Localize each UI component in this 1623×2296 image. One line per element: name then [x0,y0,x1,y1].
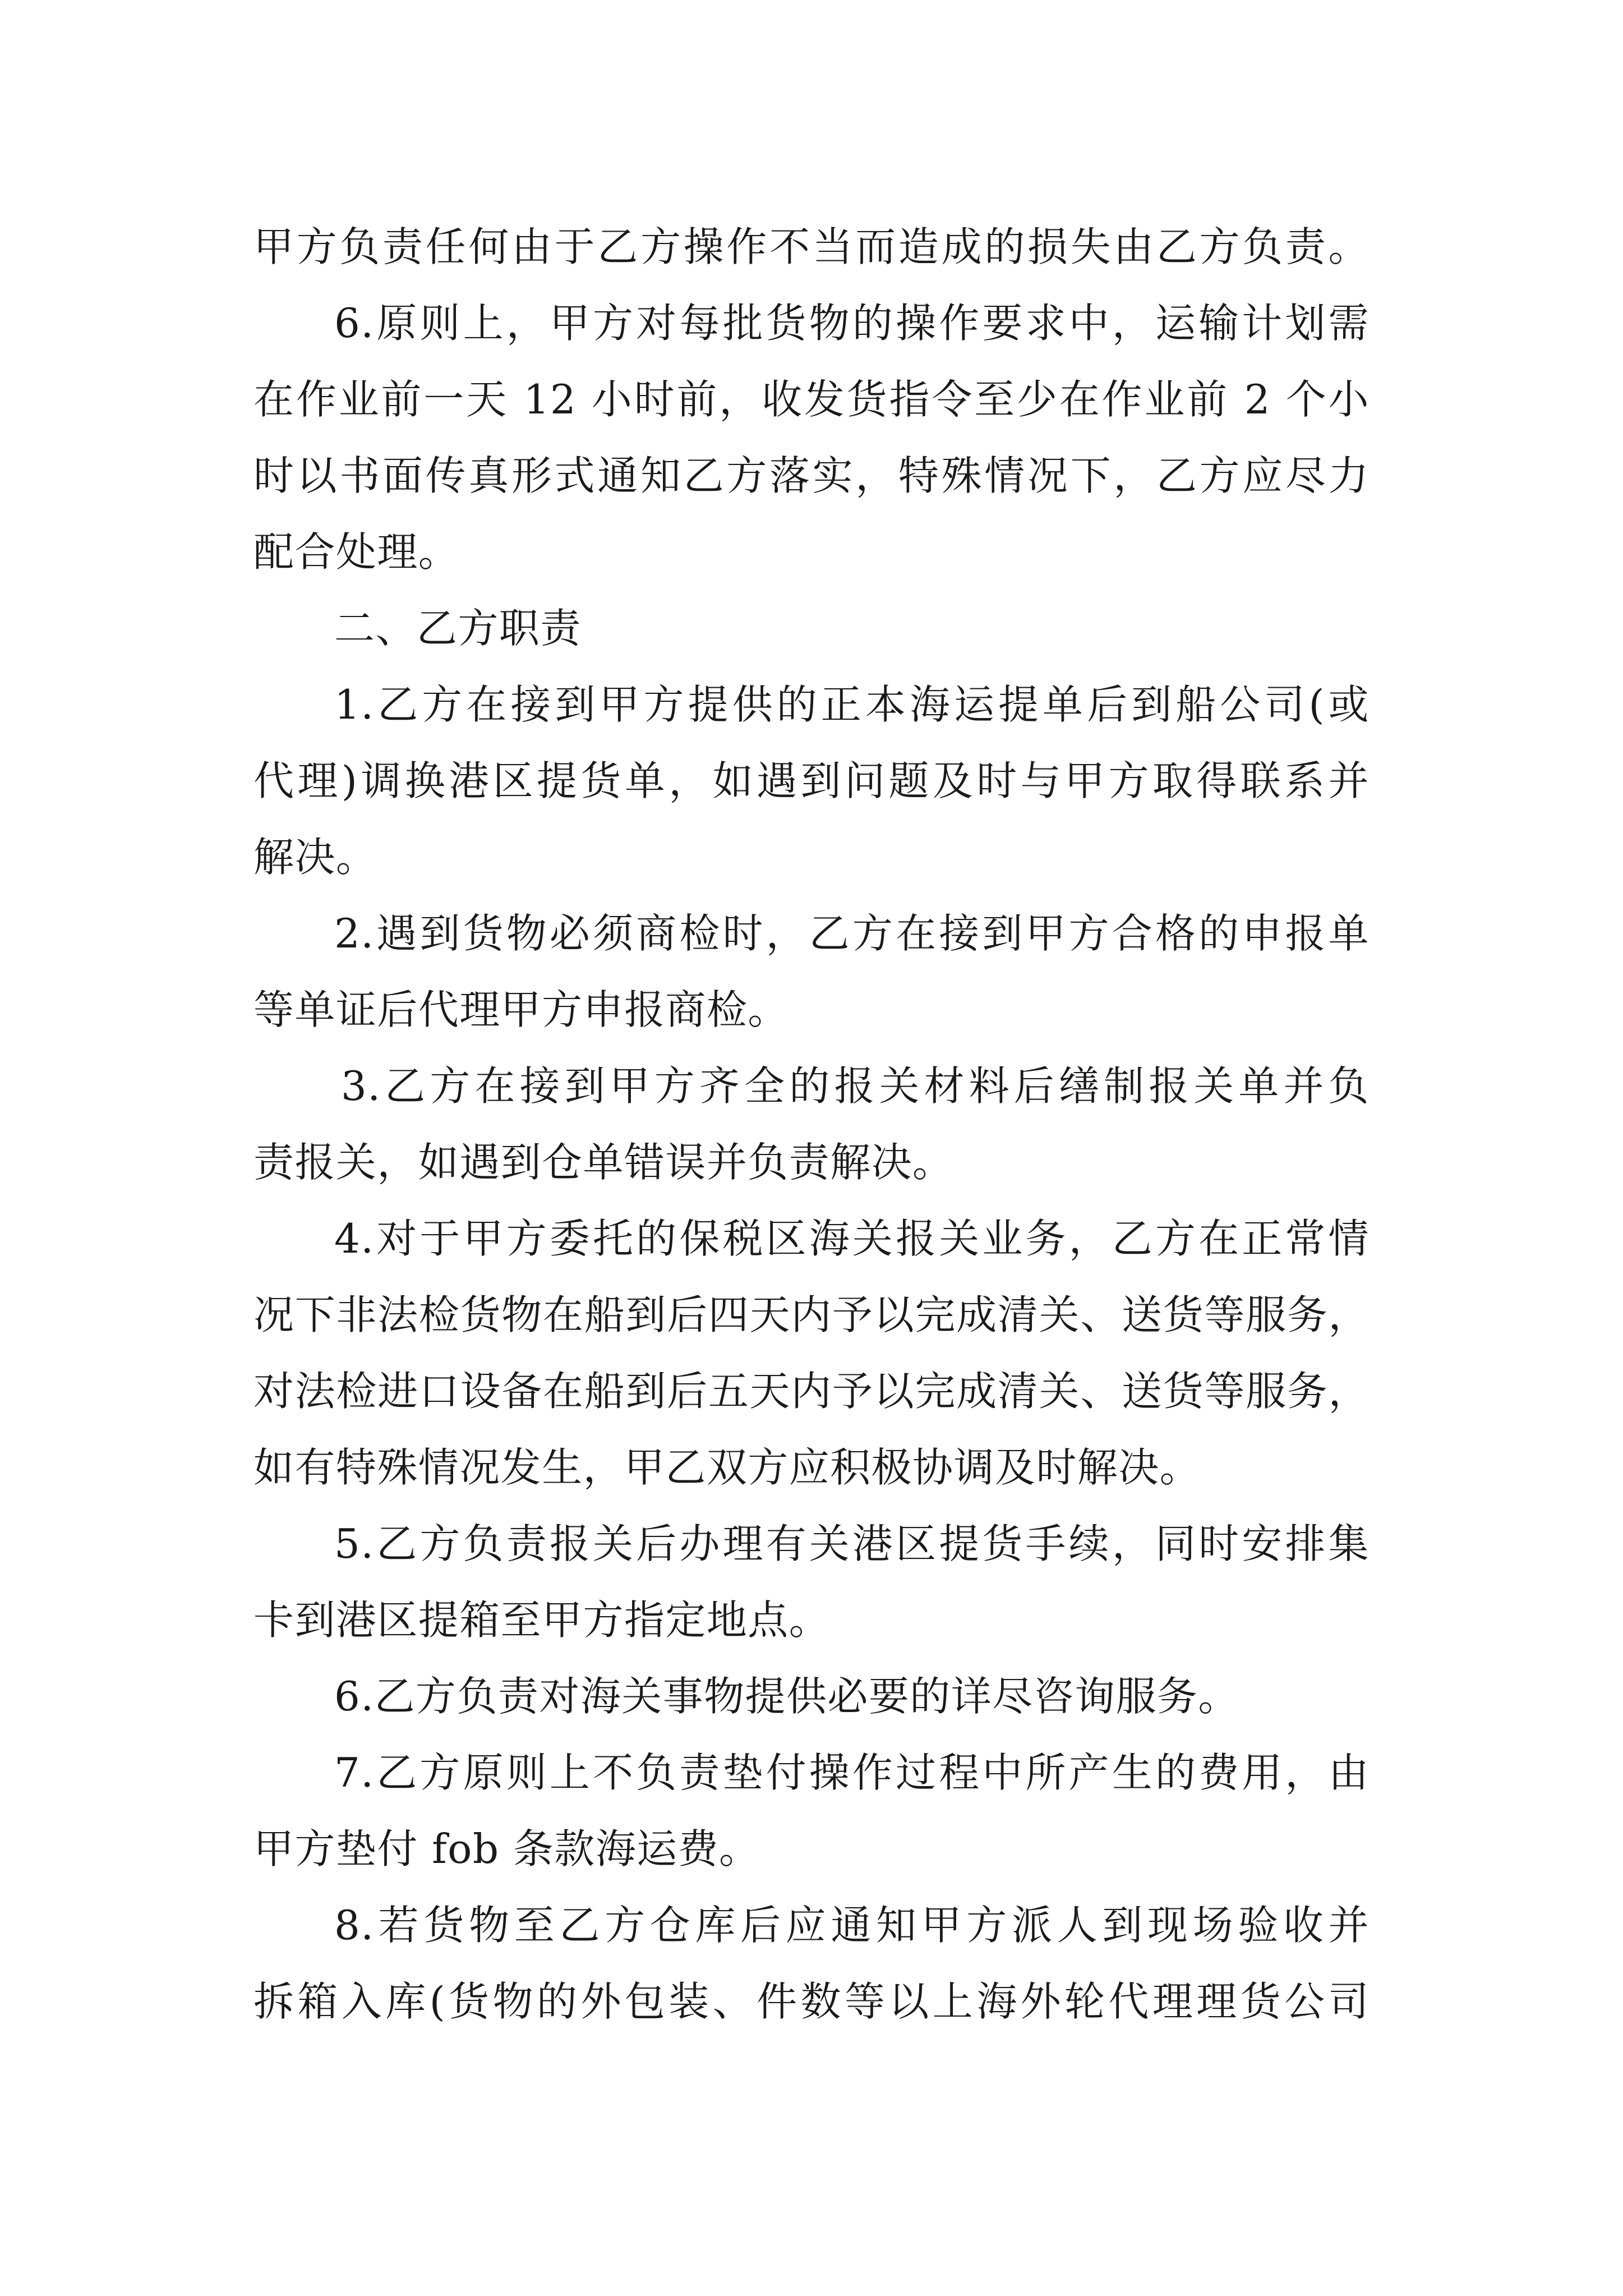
paragraph-line: 拆箱入库(货物的外包装、件数等以上海外轮代理理货公司 [253,1978,1370,2025]
paragraph-line: 况下非法检货物在船到后四天内予以完成清关、送货等服务， [253,1291,1370,1338]
paragraph-line: 5.乙方负责报关后办理有关港区提货手续，同时安排集 [334,1520,1370,1567]
paragraph-line: 1.乙方在接到甲方提供的正本海运提单后到船公司(或 [334,681,1370,728]
paragraph-line: 在作业前一天 12 小时前，收发货指令至少在作业前 2 个小 [253,376,1370,423]
paragraph-line: 如有特殊情况发生，甲乙双方应积极协调及时解决。 [253,1444,1201,1491]
paragraph-line: 代理)调换港区提货单，如遇到问题及时与甲方取得联系并 [253,757,1370,804]
paragraph-line: 解决。 [253,834,377,881]
paragraph-line: 7.乙方原则上不负责垫付操作过程中所产生的费用，由 [334,1749,1370,1796]
paragraph-line: 8.若货物至乙方仓库后应通知甲方派人到现场验收并 [334,1902,1370,1949]
paragraph-line: 等单证后代理甲方申报商检。 [253,986,789,1033]
paragraph-line: 6.乙方负责对海关事物提供必要的详尽咨询服务。 [334,1673,1239,1720]
paragraph-line: 6.原则上，甲方对每批货物的操作要求中，运输计划需 [334,300,1370,347]
paragraph-line: 对法检进口设备在船到后五天内予以完成清关、送货等服务， [253,1368,1370,1415]
paragraph-line: 2.遇到货物必须商检时，乙方在接到甲方合格的申报单 [334,910,1370,957]
paragraph-line: 3.乙方在接到甲方齐全的报关材料后缮制报关单并负 [341,1062,1370,1110]
paragraph-line: 卡到港区提箱至甲方指定地点。 [253,1596,831,1644]
paragraph-line: 甲方垫付 fob 条款海运费。 [253,1825,760,1872]
paragraph-line: 甲方负责任何由于乙方操作不当而造成的损失由乙方负责。 [253,223,1370,270]
section-heading: 二、乙方职责 [334,605,582,652]
paragraph-line: 责报关，如遇到仓单错误并负责解决。 [253,1139,954,1186]
paragraph-line: 时以书面传真形式通知乙方落实，特殊情况下，乙方应尽力 [253,452,1370,499]
paragraph-line: 4.对于甲方委托的保税区海关报关业务，乙方在正常情 [334,1215,1370,1262]
paragraph-line: 配合处理。 [253,528,460,576]
